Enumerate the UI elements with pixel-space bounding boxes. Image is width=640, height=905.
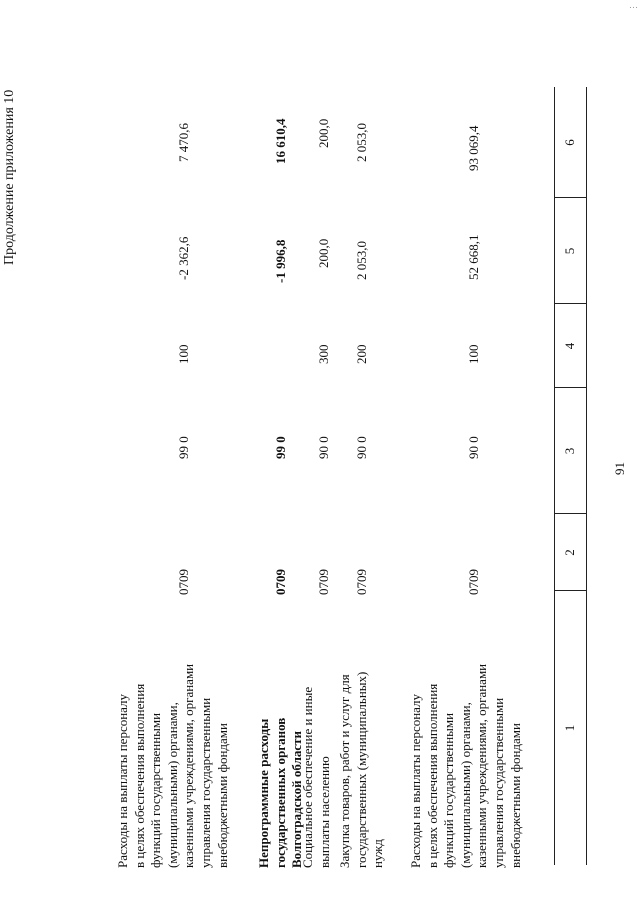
table-row-1-description: Расходы на выплаты персоналу в целях обеспечения выполнения функций государственными (муниципальными) органами, казенными учреждениями, органами управления государственными внебюджетными фондами bbox=[408, 663, 523, 868]
header-col-2: 2 bbox=[562, 549, 577, 556]
table-row-2-col5: 2 053,0 bbox=[354, 241, 369, 280]
table-row-4-section: 0709 bbox=[273, 569, 288, 595]
table-row-1-col5: 52 668,1 bbox=[466, 234, 481, 280]
table-row-2-target: 90 0 bbox=[354, 436, 369, 459]
header-col-6: 6 bbox=[562, 139, 577, 146]
table-row-5-col5: -2 362,6 bbox=[176, 236, 191, 280]
header-col-3: 3 bbox=[562, 447, 577, 455]
table-row-2-description: Закупка товаров, работ и услуг для государственных (муниципальных) нужд bbox=[337, 671, 386, 868]
table-row-3-section: 0709 bbox=[316, 569, 331, 595]
page-number: 91 bbox=[612, 462, 627, 475]
table-row-3-col6: 200,0 bbox=[316, 118, 331, 148]
table-row-4-col5: -1 996,8 bbox=[273, 239, 288, 283]
table-row-1-kind: 100 bbox=[466, 344, 481, 364]
table-row-5-target: 99 0 bbox=[176, 436, 191, 459]
table-header-rule bbox=[586, 87, 587, 865]
table-row-4-col6: 16 610,4 bbox=[273, 118, 288, 164]
table-row-1-section: 0709 bbox=[466, 569, 481, 595]
table-row-2-kind: 200 bbox=[354, 344, 369, 364]
table-row-3-target: 90 0 bbox=[316, 436, 331, 459]
header-col-5: 5 bbox=[562, 247, 577, 255]
table-row-1-target: 90 0 bbox=[466, 436, 481, 459]
table-row-5-description: Расходы на выплаты персоналу в целях обеспечения выполнения функций государственными (муниципальными) органами, казенными учреждениями, органами управления государственными внебюджетными фондами bbox=[115, 663, 230, 868]
table-row-4-target: 99 0 bbox=[273, 436, 288, 459]
header-col-1: 1 bbox=[562, 724, 577, 732]
table-row-4-description: Непрограммные расходы государственных органов Волгоградской области bbox=[256, 717, 305, 868]
table-row-5-col6: 7 470,6 bbox=[176, 123, 191, 162]
table-row-5-kind: 100 bbox=[176, 344, 191, 364]
table-row-2-col6: 2 053,0 bbox=[354, 123, 369, 162]
table-row-2-section: 0709 bbox=[354, 569, 369, 595]
corner-mark: … bbox=[629, 0, 638, 10]
table-row-5-section: 0709 bbox=[176, 569, 191, 595]
table-row-3-description: Социальное обеспечение и иные выплаты населению bbox=[300, 686, 332, 868]
table-row-1-col6: 93 069,4 bbox=[466, 125, 481, 171]
table-row-3-col5: 200,0 bbox=[316, 238, 331, 268]
header-col-4: 4 bbox=[562, 342, 577, 350]
table-top-rule bbox=[554, 87, 555, 865]
table-row-3-kind: 300 bbox=[316, 344, 331, 364]
appendix-title: Продолжение приложения 10 bbox=[2, 89, 17, 265]
